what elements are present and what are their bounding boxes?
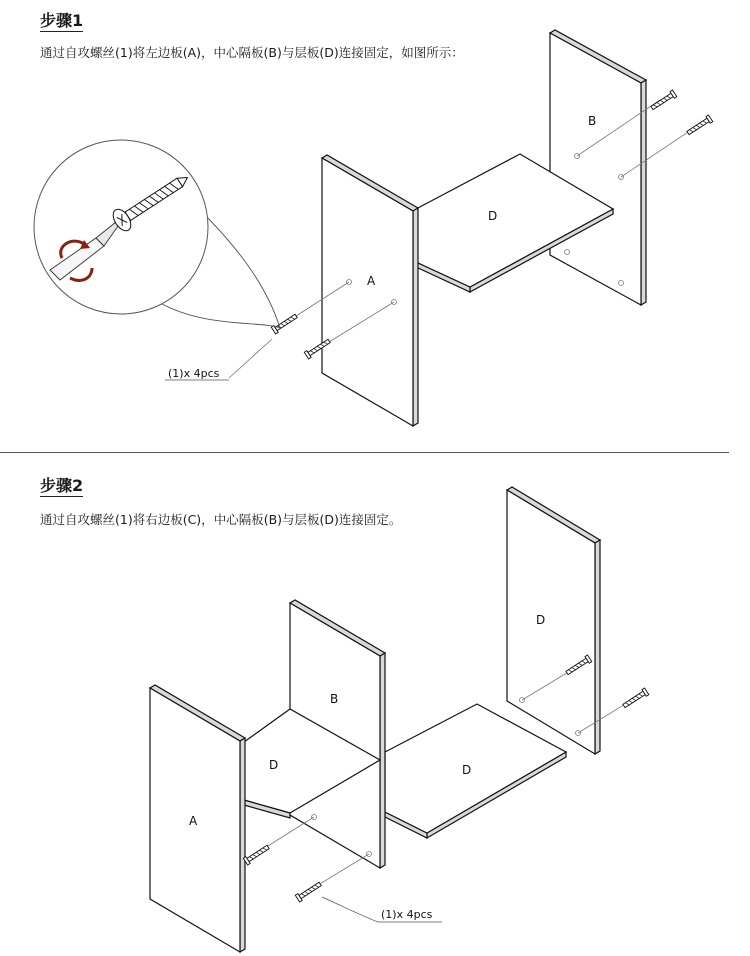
panel-b-label: B bbox=[588, 114, 597, 128]
step2-diagram bbox=[0, 456, 750, 956]
panel-a-label: A bbox=[189, 814, 198, 828]
screw-icon bbox=[686, 115, 713, 136]
shelf-d-outer-label: D bbox=[462, 763, 472, 777]
screw-icon bbox=[622, 688, 649, 709]
step1-description: 通过自攻螺丝(1)将左边板(A)，中心隔板(B)与层板(D)连接固定，如图所示： bbox=[40, 45, 464, 60]
screw-icon bbox=[650, 90, 677, 111]
step2-quantity-label: (1)x 4pcs bbox=[381, 908, 433, 921]
panel-b bbox=[550, 30, 646, 305]
step1-quantity-label: (1)x 4pcs bbox=[168, 367, 220, 380]
shelf-d-label: D bbox=[488, 209, 498, 223]
screw-icon bbox=[243, 844, 270, 865]
step1-diagram bbox=[0, 0, 750, 440]
shelf-d-inner-label: D bbox=[269, 758, 279, 772]
panel-b-label: B bbox=[330, 692, 339, 706]
panel-right-label: D bbox=[536, 613, 546, 627]
step1-title: 步骤1 bbox=[40, 11, 84, 30]
magnifier-callout-icon bbox=[34, 140, 280, 328]
step-divider bbox=[0, 452, 729, 453]
step2-description: 通过自攻螺丝(1)将右边板(C)，中心隔板(B)与层板(D)连接固定。 bbox=[40, 512, 402, 527]
step2-title: 步骤2 bbox=[40, 476, 84, 495]
panel-a-label: A bbox=[367, 274, 376, 288]
screw-icon bbox=[295, 881, 322, 902]
panel-a bbox=[150, 685, 245, 952]
panel-right bbox=[507, 487, 600, 754]
shelf-d-outer bbox=[385, 704, 566, 838]
